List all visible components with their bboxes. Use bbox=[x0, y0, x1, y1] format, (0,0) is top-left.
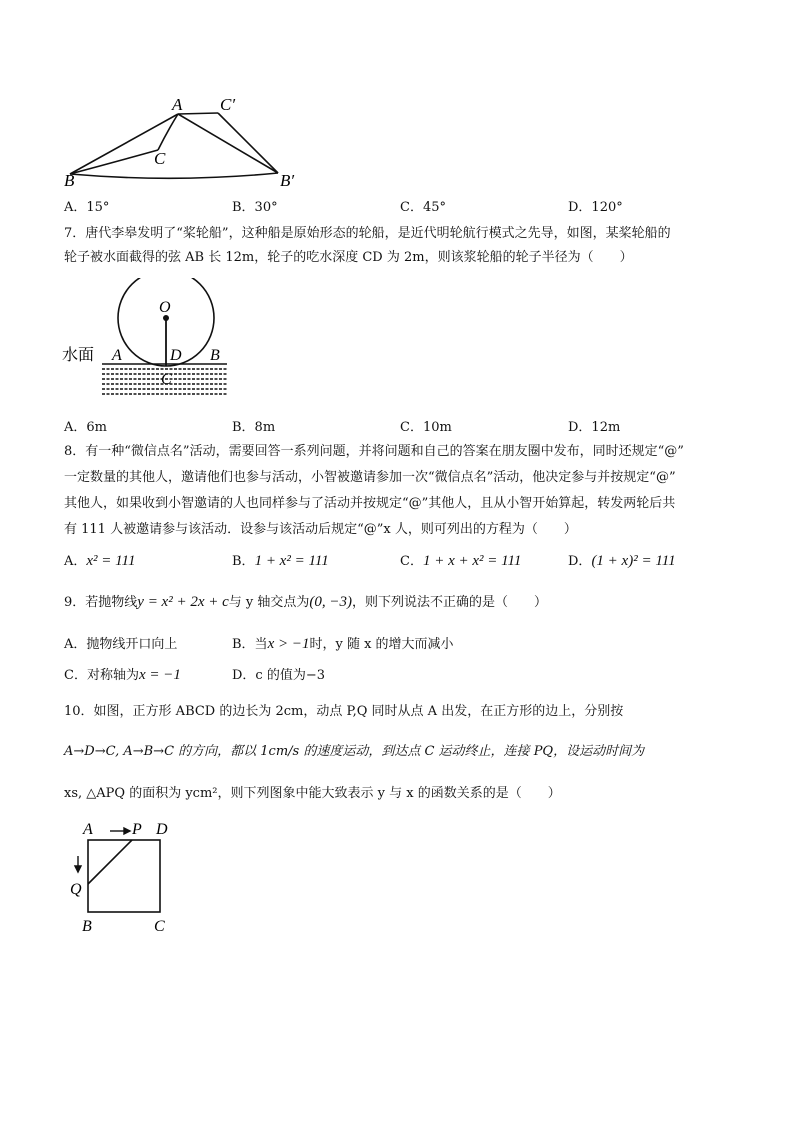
q6-edge-AC-prime bbox=[178, 113, 218, 114]
q7-label-O: O bbox=[159, 299, 171, 316]
q10-stem-line1: 10．如图，正方形 ABCD 的边长为 2cm，动点 P,Q 同时从点 A 出发，在正方形的边上，分别按 bbox=[64, 704, 624, 719]
q9-option-c-formula: x = −1 bbox=[138, 667, 181, 683]
q6-option-b[interactable]: B．30° bbox=[232, 200, 278, 215]
q9-stem-point: (0, −3) bbox=[309, 594, 353, 610]
q10-stem-line2: A→D→C, A→B→C 的方向，都以 1cm/s 的速度运动，到达点 C 运动终止，连接 PQ，设运动时间为 bbox=[64, 744, 645, 759]
q8-option-d[interactable] bbox=[568, 550, 676, 570]
q10-figure bbox=[64, 818, 184, 938]
q7-stem-line2: 轮子被水面截得的弦 AB 长 12m，轮子的吃水深度 CD 为 2m，则该浆轮船的轮子半径为（ ） bbox=[64, 250, 633, 265]
q6-figure bbox=[60, 90, 310, 190]
q7-stem-line1: 7．唐代李皋发明了“桨轮船”，这种船是原始形态的轮船，是近代明轮航行模式之先导，如图，某桨轮船的 bbox=[64, 226, 671, 241]
q10-square-ABCD bbox=[88, 840, 160, 912]
q7-label-B: B bbox=[210, 347, 220, 364]
q10-label-B: B bbox=[82, 918, 92, 935]
q10-stem-line3: xs, △APQ 的面积为 ycm²，则下列图象中能大致表示 y 与 x 的函数关系的是（ ） bbox=[64, 786, 561, 801]
q6-label-C: C bbox=[154, 149, 166, 168]
q8-option-a-formula: x² = 111 bbox=[86, 553, 136, 569]
q8-option-c[interactable] bbox=[400, 550, 521, 570]
q7-label-D: D bbox=[170, 347, 182, 364]
q7-label-water: 水面 bbox=[62, 345, 95, 364]
q6-edge-B-B-prime bbox=[70, 173, 278, 178]
q9-option-b[interactable] bbox=[232, 633, 454, 653]
q9-option-d[interactable]: D．c 的值为−3 bbox=[232, 668, 325, 683]
q6-label-B-prime: B′ bbox=[280, 171, 295, 190]
q7-option-d[interactable]: D．12m bbox=[568, 420, 621, 435]
q10-label-C: C bbox=[154, 918, 165, 935]
q10-label-D: D bbox=[156, 821, 168, 838]
q9-stem-formula: y = x² + 2x + c bbox=[137, 594, 229, 610]
q8-option-b-formula: 1 + x² = 111 bbox=[254, 553, 329, 569]
q9-stem-prefix: 9．若抛物线 bbox=[64, 595, 138, 610]
q8-stem-line4: 有 111 人被邀请参与该活动．设参与该活动后规定“@”x 人，则可列出的方程为（ ） bbox=[64, 522, 577, 537]
q6-option-c[interactable]: C．45° bbox=[400, 200, 446, 215]
q6-label-C-prime: C′ bbox=[220, 95, 236, 114]
q6-option-a[interactable]: A．15° bbox=[64, 200, 110, 215]
q9-option-c[interactable] bbox=[64, 664, 181, 684]
q6-label-B: B bbox=[64, 171, 75, 190]
q9-option-b-pre: B．当 bbox=[232, 637, 268, 652]
q8-stem-line1: 8．有一种“微信点名”活动，需要回答一系列问题，并将问题和自己的答案在朋友圈中发布，同时还规定“@” bbox=[64, 444, 684, 459]
q7-figure bbox=[62, 278, 237, 408]
q9-option-b-post: 时，y 随 x 的增大而减小 bbox=[309, 637, 454, 652]
q9-stem bbox=[64, 591, 547, 611]
q7-option-a[interactable]: A．6m bbox=[64, 420, 107, 435]
q10-arrow-right-icon bbox=[110, 828, 130, 834]
q8-option-a-letter: A． bbox=[64, 554, 87, 569]
q9-option-c-pre: C．对称轴为 bbox=[64, 668, 139, 683]
q9-option-b-formula: x > −1 bbox=[267, 636, 310, 652]
q6-option-d[interactable]: D．120° bbox=[568, 200, 623, 215]
q10-arrow-down-icon bbox=[75, 856, 81, 872]
q8-option-b[interactable] bbox=[232, 550, 329, 570]
q8-stem-line3: 其他人，如果收到小智邀请的人也同样参与了活动并按规定“@”其他人，且从小智开始算起，转发两轮后共 bbox=[64, 496, 676, 511]
q9-option-a[interactable]: A．抛物线开口向上 bbox=[64, 637, 178, 652]
q8-option-a[interactable] bbox=[64, 550, 135, 570]
q10-label-A: A bbox=[83, 821, 93, 838]
q8-option-c-letter: C． bbox=[400, 554, 423, 569]
q10-label-Q: Q bbox=[70, 881, 82, 898]
q6-label-A: A bbox=[172, 95, 183, 114]
q6-edge-C-B bbox=[70, 150, 158, 174]
q8-stem-line2: 一定数量的其他人，邀请他们也参与活动，小智被邀请参加一次“微信点名”活动，他决定参与并按规定“@” bbox=[64, 470, 676, 485]
q9-stem-suffix: ，则下列说法不正确的是（ ） bbox=[352, 595, 548, 610]
q7-label-C: C bbox=[161, 371, 172, 388]
q10-label-P: P bbox=[132, 821, 142, 838]
q10-segment-PQ bbox=[88, 840, 132, 884]
q9-stem-mid: 与 y 轴交点为 bbox=[228, 595, 310, 610]
q8-option-d-formula: (1 + x)² = 111 bbox=[591, 553, 676, 569]
q7-label-A: A bbox=[112, 347, 122, 364]
q7-option-c[interactable]: C．10m bbox=[400, 420, 452, 435]
q8-option-c-formula: 1 + x + x² = 111 bbox=[422, 553, 522, 569]
q8-option-b-letter: B． bbox=[232, 554, 255, 569]
q8-option-d-letter: D． bbox=[568, 554, 592, 569]
q7-option-b[interactable]: B．8m bbox=[232, 420, 276, 435]
